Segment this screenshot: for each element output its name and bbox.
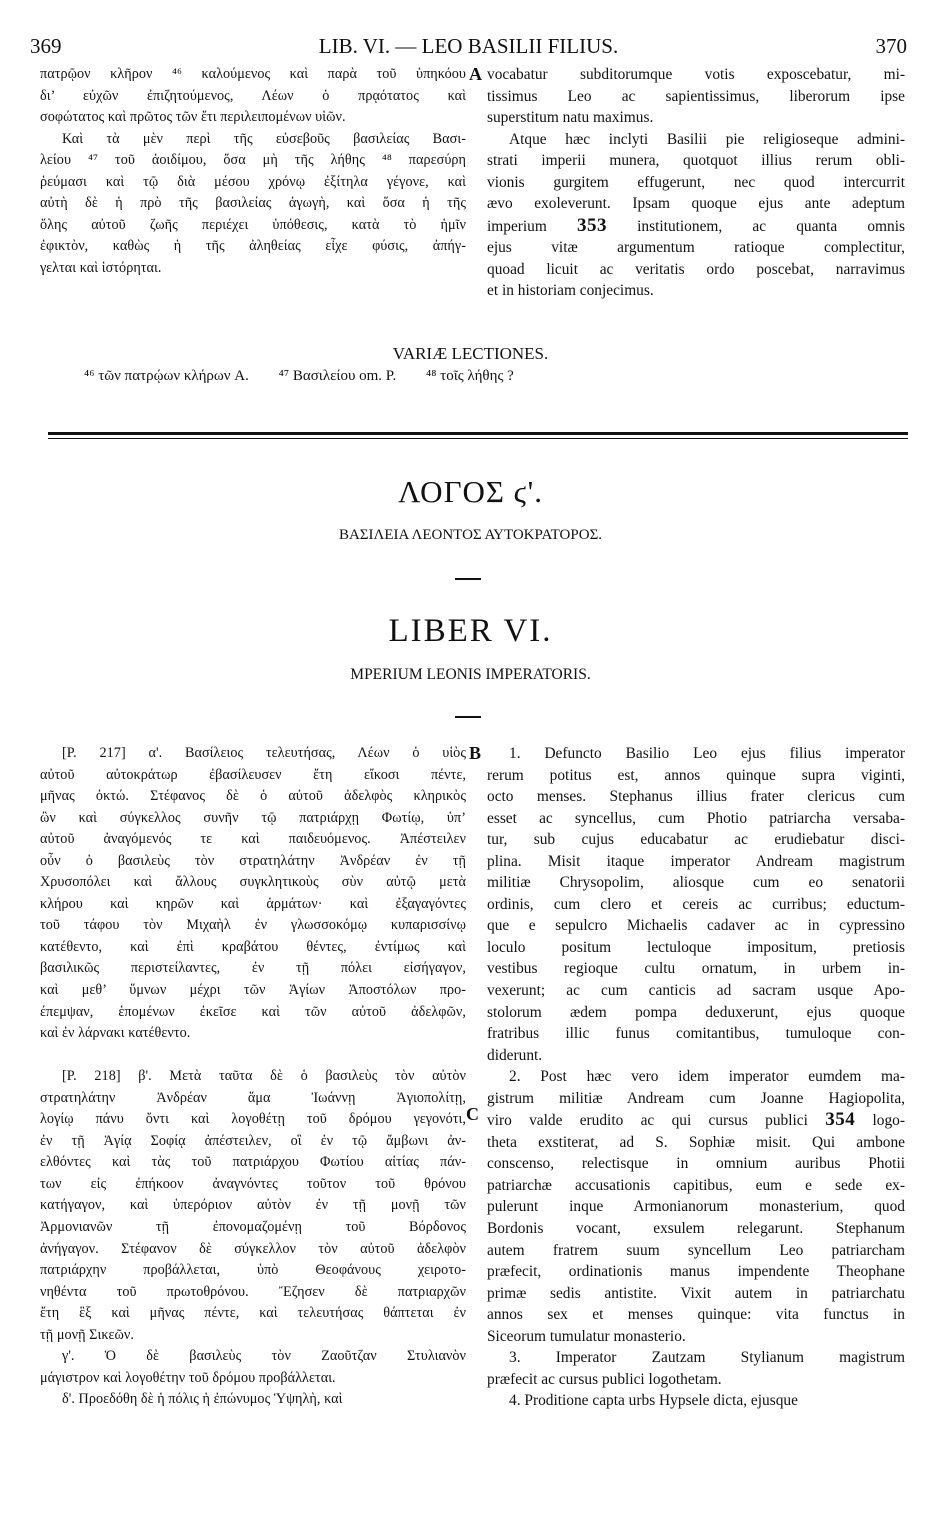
- text-line: vestibus regioque cultu ornatum, in urbem in-: [487, 960, 905, 978]
- text-line: Siceorum tumulatur monasterio.: [487, 1327, 686, 1345]
- text-line: πατρῷον κλῆρον ⁴⁶ καλούμενος καὶ παρὰ τοῦ ὑπηκόου: [40, 66, 466, 82]
- text-line: patriarchæ accusationis capitibus, eum e sede ex-: [487, 1176, 905, 1194]
- text-line: [P. 217] α'. Βασίλειος τελευτήσας, Λέων ὁ υἱὸς: [62, 745, 466, 761]
- text-line: πατριάρχην προβάλλεται, ὑπὸ Θεοφάνους χειροτο-: [40, 1262, 466, 1279]
- text-line: viro valde erudito ac qui cursus publici 354 logo-: [487, 1109, 905, 1131]
- separator-dash: [455, 578, 481, 580]
- text-line: diderunt.: [487, 1046, 543, 1064]
- text-line: των εἰς ἐπήκοον ἀναγνόντες τοῦτον τοῦ θρόνου: [40, 1175, 466, 1192]
- text-line: ἐφικτὸν, καθὼς ἡ τῆς ἀληθείας εἶχε φύσις, ἀπήγ-: [40, 238, 466, 255]
- text-line: έπεμψαν, ἑπομένων ἐκεῖσε καὶ τῶν αὐτοῦ ἀδελφῶν,: [40, 1003, 466, 1020]
- inline-page-number: 353: [577, 214, 607, 236]
- latin-column-top: [487, 64, 905, 302]
- variant-note: ⁴⁷ Βασιλείου om. P.: [278, 368, 397, 384]
- text-line: σοφώτατος καὶ πρῶτος τῶν ἔτι περιλειπομένων υἱῶν.: [40, 109, 346, 126]
- text-line: gistrum militiæ Andream cum Joanne Hagiopolita,: [487, 1089, 905, 1107]
- text-line: loculo positum lectuloque impositum, pretiosis: [487, 938, 905, 956]
- text-line: rerum potitus est, annos quinque supra viginti,: [487, 766, 905, 784]
- text-line: Bordonis vocant, exsulem relegarunt. Stephanum: [487, 1220, 905, 1238]
- text-line: οὖν ὁ βασιλεὺς τὸν στρατηλάτην Ἀνδρέαν ἐν τῇ: [40, 852, 466, 869]
- text-line: τῇ μονῇ Σικεῶν.: [40, 1326, 134, 1343]
- text-line: ἀνήγαγον. Στέφανον δὲ σύγκελλον τὸν αὐτοῦ ἀδελφὸν: [40, 1240, 466, 1257]
- text-line: et in historiam conjecimus.: [487, 282, 654, 300]
- text-line: αὐτοῦ αὐτοκράτωρ ἐβασίλευσεν ἔτη εἴκοσι πέντε,: [40, 766, 466, 783]
- inline-page-number: 354: [825, 1109, 856, 1131]
- text-line: primæ sedis antistite. Vixit autem in patriarchatu: [487, 1284, 905, 1302]
- text-line: superstitum natu maximus.: [487, 109, 654, 127]
- text-line: præfecit ac cursus publici logothetam.: [487, 1370, 722, 1388]
- text-line: 1. Defuncto Basilio Leo ejus filius imperator: [509, 745, 905, 762]
- text-line: καὶ ἐν λάρνακι κατέθεντο.: [40, 1025, 191, 1042]
- running-head: [30, 34, 907, 60]
- text-line: γελται καὶ ἱστόρηται.: [40, 259, 162, 276]
- page-number-right: 370: [875, 34, 907, 58]
- text-line: theta exstiterat, ad S. Sophiæ misit. Qui ambone: [487, 1133, 905, 1151]
- text-line: præfecit, ordinationis manus impendente Theophane: [487, 1263, 905, 1281]
- text-line: vocabatur subditorumque votis exposcebatur, mi-: [487, 66, 905, 83]
- section-rule: [48, 432, 908, 435]
- text-line: μῆνας ὀκτώ. Στέφανος δὲ ὁ αὐτοῦ ἀδελφὸς κληρικὸς: [40, 788, 466, 805]
- text-line: Ἀρμονιανῶν τῇ ἐπονομαζομένῃ τοῦ Βόρδονος: [40, 1219, 466, 1236]
- text-line: κλήρου καὶ κηρῶν καὶ ἁρμάτων· καὶ ἐξαγαγόντες: [40, 895, 466, 912]
- greek-book-subtitle: ΒΑΣΙΛΕΙΑ ΛΕΟΝΤΟΣ ΑΥΤΟΚΡΑΤΟΡΟΣ.: [338, 527, 603, 543]
- text-line: νηθέντα τοῦ πρωτοθρόνου. Ἔζησεν δὲ πατριαρχῶν: [40, 1283, 466, 1300]
- text-line: [P. 218] β'. Μετὰ ταῦτα δὲ ὁ βασιλεὺς τὸν αὐτὸν: [62, 1068, 466, 1085]
- text-line: militiæ Chrysopolim, aliosque cum eo senatorii: [487, 874, 905, 892]
- text-line: ὢν καὶ σύγκελλος συνῆν τῷ πατριάρχῃ Φωτίῳ, ὑπ’: [40, 809, 466, 826]
- variae-heading: VARIÆ LECTIONES.: [392, 344, 549, 363]
- text-line: plina. Misit itaque imperator Andream magistrum: [487, 852, 905, 870]
- latin-book-title: LIBER VI.: [388, 613, 553, 649]
- text-line: ελθόντες καὶ τὰς τοῦ πατριάρχου Φωτίου αἰτίας πάν-: [40, 1154, 466, 1171]
- text-line: tur, sub cujus educabatur ac erudiebatur disci-: [487, 831, 905, 849]
- text-line: [40, 1045, 466, 1067]
- text-line: μάγιστρον καὶ λογοθέτην τοῦ δρόμου προβάλλεται.: [40, 1369, 336, 1386]
- text-line: δι’ εὐχῶν ἐπιζητούμενος, Λέων ὁ πρᾳότατος καὶ: [40, 87, 466, 104]
- greek-column-body: [40, 743, 466, 1411]
- text-line: ὅλης αὐτοῦ ζωῆς περιέχει ὑπόθεσις, κατὰ τὸ ἡμῖν: [40, 216, 466, 233]
- text-line: κατέθεντο, καὶ ἐπὶ κραβάτου θέντες, ἐντίμως καὶ: [40, 938, 466, 955]
- separator-dash: [455, 716, 481, 718]
- text-line: vexerunt; ac cum canticis ad sacram usque Apo-: [487, 982, 905, 1000]
- text-line: λείου ⁴⁷ τοῦ ἀοιδίμου, ὅσα μὴ τῆς λήθης ⁴⁸ παρεσύρη: [40, 152, 466, 169]
- text-line: strati imperii munera, quotquot illius rerum obli-: [487, 152, 905, 170]
- variae-notes: [84, 368, 540, 385]
- text-line: γ'. Ὁ δὲ βασιλεὺς τὸν Ζαοῦτζαν Στυλιανὸν: [62, 1348, 466, 1365]
- text-line: αὐτὴ δὲ ἡ πρὸ τῆς βασιλείας ἀγωγὴ, καὶ ὅσα ἡ τῆς: [40, 195, 466, 212]
- margin-letter-b: B: [469, 743, 482, 763]
- variant-note: ⁴⁸ τοῖς λήθης ?: [425, 368, 514, 384]
- text-line: 4. Proditione capta urbs Hypsele dicta, ejusque: [509, 1392, 798, 1410]
- running-title: LIB. VI. — LEO BASILII FILIUS.: [318, 34, 619, 58]
- text-line: λογίῳ πάνυ ὄντι καὶ λογοθέτῃ τοῦ δρόμου γεγονότι,: [40, 1111, 466, 1128]
- text-line: tissimus Leo ac sapientissimus, liberorum ipse: [487, 87, 905, 105]
- text-line: 3. Imperator Zautzam Stylianum magistrum: [509, 1349, 905, 1367]
- text-line: βασιλικῶς περιστείλαντες, ἐν τῇ πόλει εἰσήγαγον,: [40, 960, 466, 977]
- text-line: Atque hæc inclyti Basilii pie religioseque admini-: [509, 130, 905, 148]
- text-line: esset ac syncellus, cum Photio patriarcha versaba-: [487, 809, 905, 827]
- text-line: autem fratrem suum syncellum Leo patriarcham: [487, 1241, 905, 1259]
- text-line: imperium 353 institutionem, ac quanta omnis: [487, 214, 905, 236]
- text-line: δ'. Προεδόθη δὲ ἡ πόλις ἡ ἐπώνυμος Ὑψηλὴ, καὶ: [62, 1391, 343, 1408]
- text-line: fratribus illic funus comitantibus, tumuloque con-: [487, 1025, 905, 1043]
- greek-book-title: ΛΟΓΟΣ ϛ'.: [397, 474, 544, 509]
- text-line: octo menses. Stephanus illius frater clericus cum: [487, 788, 905, 806]
- text-line: ævo exoleverunt. Ipsam quoque ejus ante adeptum: [487, 195, 905, 213]
- text-line: vionis gurgitem effugerunt, nec quod intercurrit: [487, 173, 905, 191]
- text-line: annos sex et menses quinque: vita functus in: [487, 1306, 905, 1324]
- margin-letter-c: C: [466, 1104, 479, 1124]
- variant-note: ⁴⁶ τῶν πατρῴων κλήρων A.: [84, 368, 249, 384]
- section-rule-thin: [48, 438, 908, 439]
- text-line: καὶ μεθ’ ὕμνων μέχρι τῶν Ἁγίων Ἀποστόλων προ-: [40, 982, 466, 999]
- text-line: Καὶ τὰ μὲν περὶ τῆς εὐσεβοῦς βασιλείας Βασι-: [62, 130, 466, 147]
- text-line: τοῦ τάφου τὸν Μιχαὴλ ἐν γλωσσοκόμῳ κυπαρισσίνῳ: [40, 917, 466, 934]
- text-line: conscenso, relectisque in omnium auribus Photii: [487, 1155, 905, 1173]
- text-line: ἐν τῇ Ἁγίᾳ Σοφίᾳ ἀπέστειλεν, οἳ ἐν τῷ ἄμβωνι ἀν-: [40, 1132, 466, 1149]
- text-line: stolorum ædem pompa deduxerunt, ejus quoque: [487, 1003, 905, 1021]
- text-line: quoad licuit ac veritatis ordo poscebat, narravimus: [487, 260, 905, 278]
- text-line: στρατηλάτην Ἀνδρέαν ἅμα Ἰωάννῃ Ἁγιοπολίτῃ,: [40, 1089, 466, 1106]
- greek-column-top: [40, 64, 466, 279]
- latin-book-subtitle: MPERIUM LEONIS IMPERATORIS.: [350, 666, 591, 683]
- text-line: pulerunt inque Armonianorum monasterium, quod: [487, 1198, 905, 1216]
- margin-letter-a: A: [469, 64, 482, 84]
- text-line: 2. Post hæc vero idem imperator eumdem ma-: [509, 1068, 905, 1086]
- latin-column-body: [487, 743, 905, 1412]
- text-line: αὐτοῦ ἀναγόμενός τε καὶ παιδευόμενος. Ἀπέστειλεν: [40, 831, 466, 848]
- text-line: ordinis, cum clero et cereis ac curribus; eductum-: [487, 895, 905, 913]
- text-line: Χρυσοπόλει καὶ ἄλλους συγκλητικοὺς σὺν αὐτῷ μετὰ: [40, 874, 466, 891]
- page-number-left: 369: [30, 34, 62, 58]
- text-line: ἔτη ἓξ καὶ μῆνας πέντε, καὶ τελευτήσας θάπτεται ἐν: [40, 1305, 466, 1322]
- text-line: que e sepulcro Michaelis cadaver ac in cypressino: [487, 917, 905, 935]
- text-line: ῥεύμασι καὶ τῷ διὰ μέσου χρόνῳ ἐξίτηλα γέγονε, καὶ: [40, 173, 466, 190]
- text-line: ejus vitæ argumentum ratioque complectitur,: [487, 239, 905, 257]
- text-line: κατήγαγον, καὶ ὑπερόριον αὐτὸν ἐν τῇ μονῇ τῶν: [40, 1197, 466, 1214]
